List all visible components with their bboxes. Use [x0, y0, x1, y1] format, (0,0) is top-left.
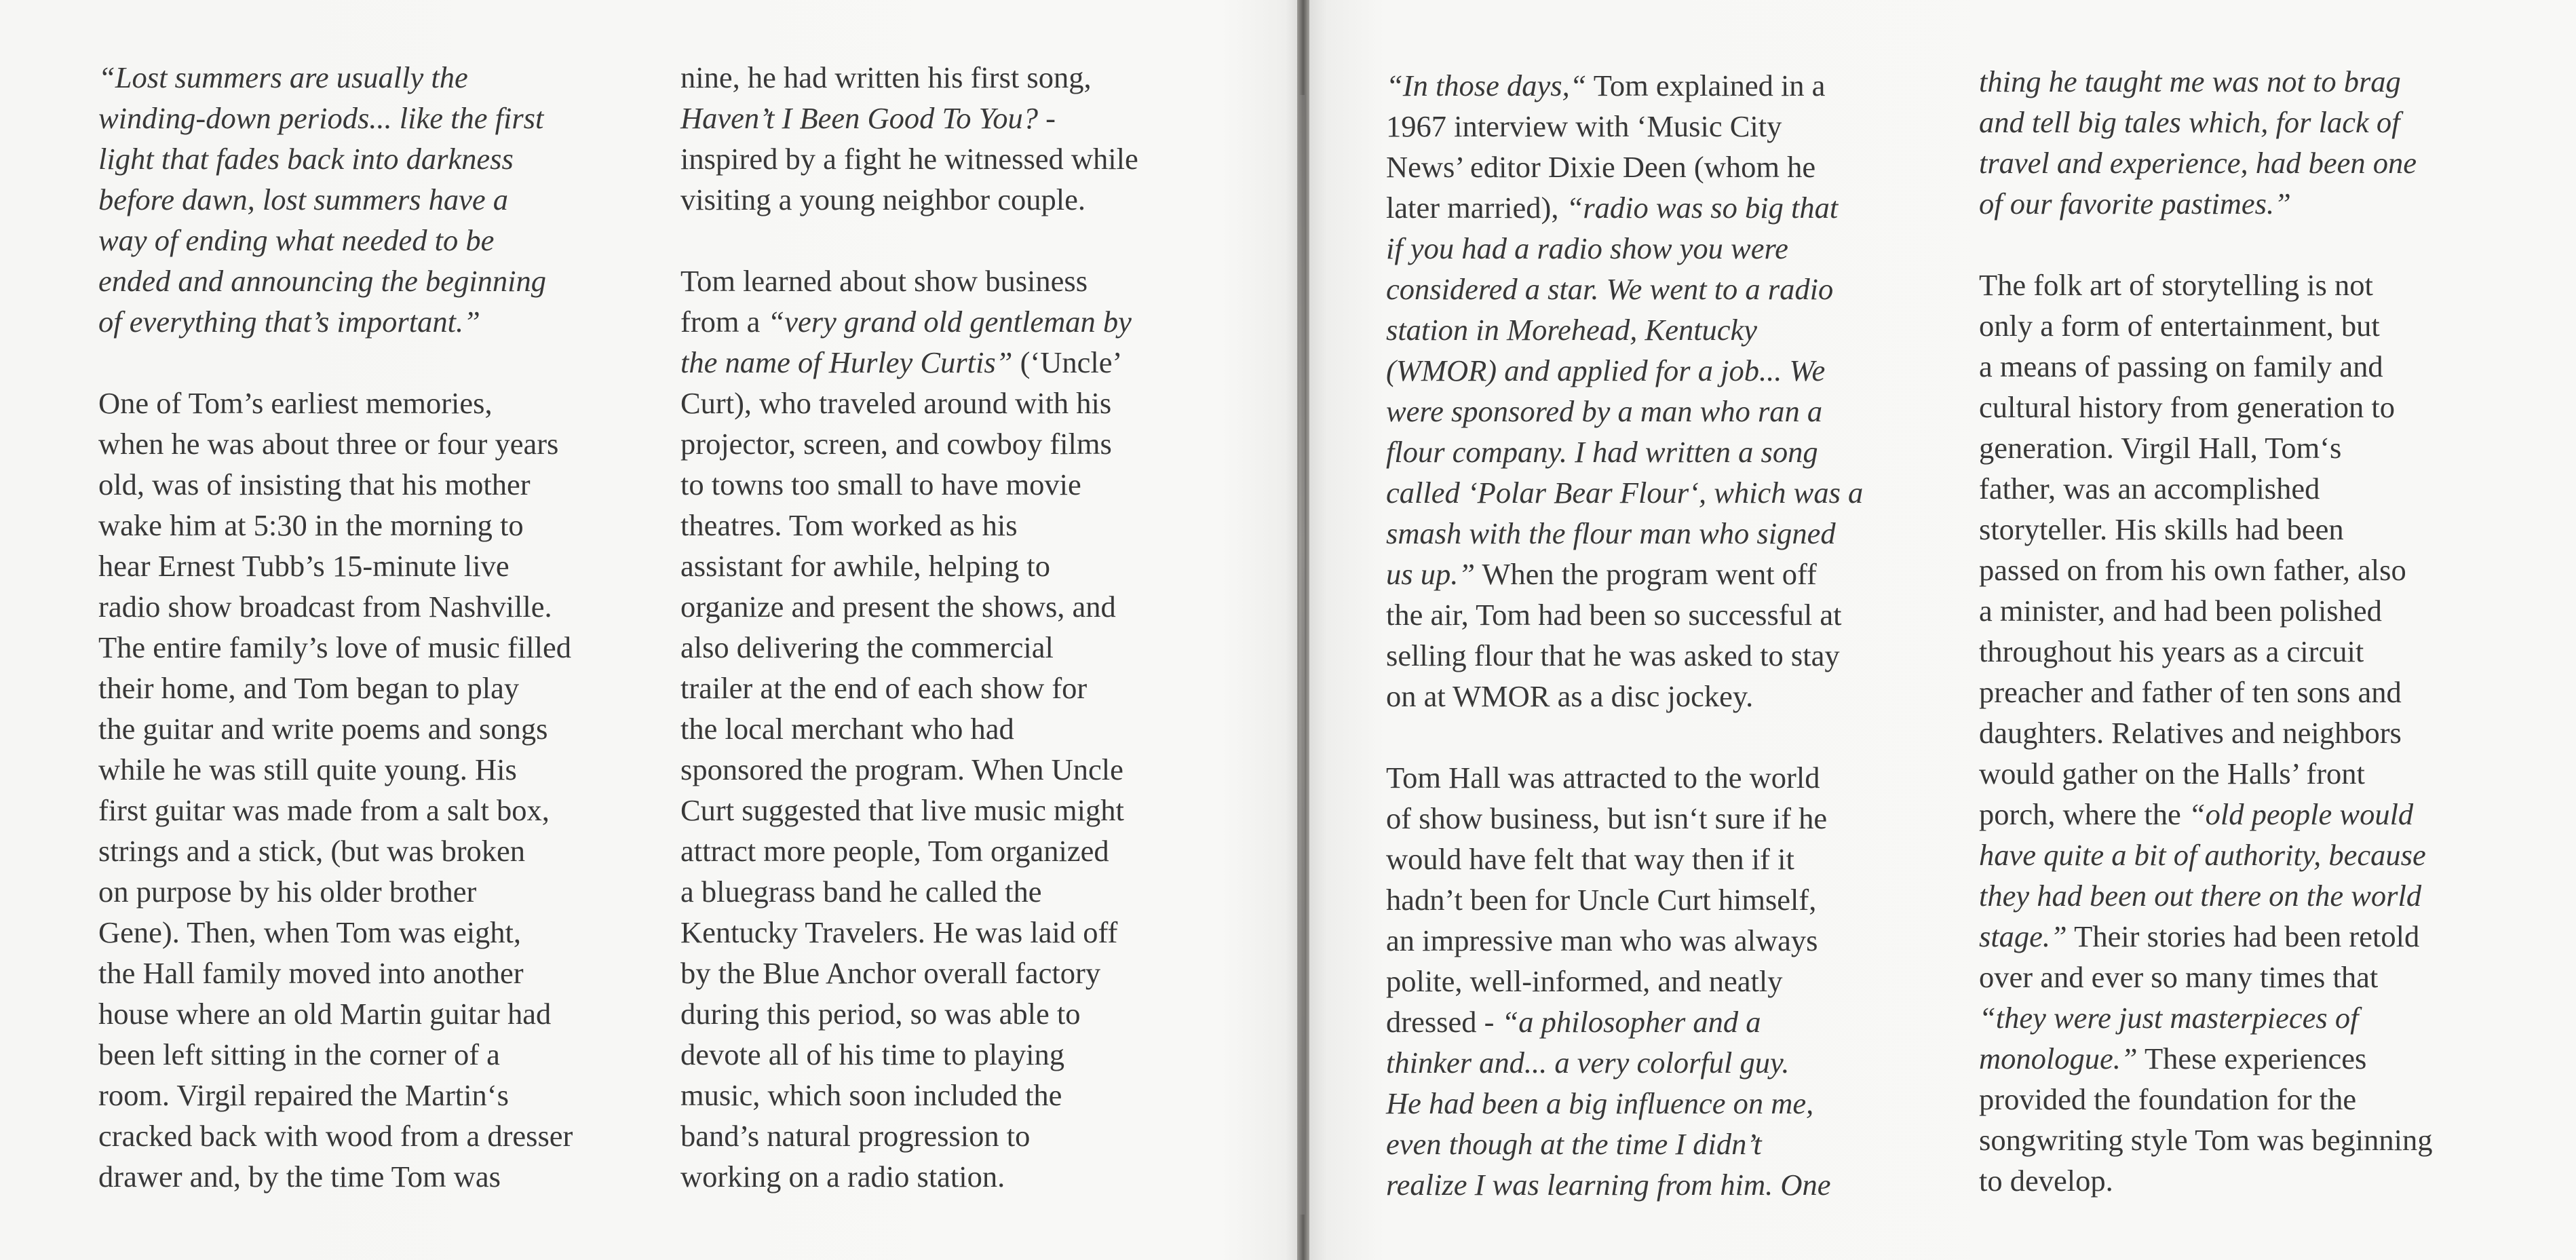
- quote-text: (WMOR) and applied for a job... We: [1386, 354, 1826, 387]
- quote-text: called ‘Polar Bear Flour‘, which was a: [1386, 476, 1864, 510]
- text-line: [1386, 676, 1863, 717]
- quote-text: before dawn, lost summers have a: [98, 183, 508, 216]
- quote-text: Haven’t I Been Good To You?: [680, 101, 1038, 135]
- text-line: [680, 912, 1138, 953]
- body-text: Tom learned about show business: [680, 264, 1088, 298]
- body-text: porch, where the: [1979, 797, 2189, 831]
- paragraph-break: [1979, 224, 2432, 265]
- quote-text: were sponsored by a man who ran a: [1386, 394, 1823, 428]
- body-text: to towns too small to have movie: [680, 467, 1081, 501]
- body-text: provided the foundation for the: [1979, 1082, 2357, 1116]
- text-line: [1979, 1160, 2432, 1201]
- text-line: [680, 138, 1138, 179]
- quote-text: us up.”: [1386, 557, 1476, 591]
- text-line: [98, 423, 573, 464]
- text-line: [1386, 961, 1863, 1001]
- spine-crease: [1299, 95, 1305, 1215]
- text-line: [680, 546, 1138, 586]
- text-line: [680, 1034, 1138, 1075]
- text-line: [98, 749, 573, 790]
- body-text: polite, well-informed, and neatly: [1386, 964, 1783, 998]
- text-line: [1979, 1079, 2432, 1120]
- quote-text: have quite a bit of authority, because: [1979, 838, 2426, 872]
- text-line: [680, 464, 1138, 505]
- body-text: wake him at 5:30 in the morning to: [98, 508, 524, 542]
- text-line: [680, 179, 1138, 220]
- text-line: [1979, 631, 2432, 672]
- body-text: would gather on the Halls’ front: [1979, 757, 2365, 790]
- body-text: songwriting style Tom was beginning: [1979, 1123, 2433, 1157]
- body-text: old, was of insisting that his mother: [98, 467, 531, 501]
- quote-text: “very grand old gentleman by: [767, 305, 1132, 339]
- paragraph-break: [1386, 717, 1863, 757]
- body-text: cracked back with wood from a dresser: [98, 1119, 573, 1153]
- text-line: [98, 98, 573, 138]
- body-text: cultural history from generation to: [1979, 390, 2395, 424]
- text-line: [98, 953, 573, 993]
- body-text: drawer and, by the time Tom was: [98, 1160, 501, 1194]
- body-text: an impressive man who was always: [1386, 923, 1818, 957]
- text-line: [1386, 513, 1863, 554]
- text-line: [680, 1115, 1138, 1156]
- body-text: Tom explained in a: [1586, 69, 1826, 102]
- text-column-left-2: [680, 57, 1138, 1197]
- quote-text: smash with the flour man who signed: [1386, 516, 1836, 550]
- body-text: a means of passing on family and: [1979, 349, 2383, 383]
- body-text: while he was still quite young. His: [98, 752, 517, 786]
- text-line: [98, 383, 573, 423]
- text-line: [680, 749, 1138, 790]
- body-text: visiting a young neighbor couple.: [680, 183, 1085, 216]
- text-line: [1386, 839, 1863, 879]
- text-line: [1979, 1120, 2432, 1160]
- body-text: Curt), who traveled around with his: [680, 386, 1112, 420]
- text-line: [98, 993, 573, 1034]
- body-text: inspired by a fight he witnessed while: [680, 142, 1138, 176]
- quote-text: “In those days,“: [1386, 69, 1587, 102]
- text-line: [1386, 1001, 1863, 1042]
- body-text: passed on from his own father, also: [1979, 553, 2406, 587]
- quote-text: light that fades back into darkness: [98, 142, 514, 176]
- text-line: [1386, 432, 1863, 472]
- text-line: [1386, 757, 1863, 798]
- text-line: [98, 831, 573, 871]
- quote-text: travel and experience, had been one: [1979, 146, 2417, 180]
- text-line: [680, 668, 1138, 708]
- text-line: [98, 627, 573, 668]
- body-text: Curt suggested that live music might: [680, 793, 1124, 827]
- body-text: dressed -: [1386, 1005, 1502, 1039]
- text-line: [1979, 875, 2432, 916]
- body-text: hear Ernest Tubb’s 15-minute live: [98, 549, 510, 583]
- quote-text: winding-down periods... like the first: [98, 101, 544, 135]
- body-text: the Hall family moved into another: [98, 956, 524, 990]
- text-line: [680, 1075, 1138, 1115]
- body-text: working on a radio station.: [680, 1160, 1005, 1194]
- body-text: organize and present the shows, and: [680, 590, 1116, 624]
- text-line: [98, 138, 573, 179]
- text-line: [98, 505, 573, 546]
- body-text: by the Blue Anchor overall factory: [680, 956, 1101, 990]
- body-text: projector, screen, and cowboy films: [680, 427, 1112, 461]
- text-line: [1979, 672, 2432, 712]
- text-line: [1386, 1083, 1863, 1124]
- body-text: been left sitting in the corner of a: [98, 1037, 500, 1071]
- body-text: -: [1037, 101, 1056, 135]
- text-line: [680, 505, 1138, 546]
- body-text: also delivering the commercial: [680, 630, 1054, 664]
- body-text: assistant for awhile, helping to: [680, 549, 1051, 583]
- text-line: [1386, 391, 1863, 432]
- body-text: later married),: [1386, 191, 1566, 225]
- body-text: would have felt that way then if it: [1386, 842, 1794, 876]
- body-text: to develop.: [1979, 1164, 2113, 1198]
- text-line: [1386, 554, 1863, 594]
- body-text: the local merchant who had: [680, 712, 1014, 746]
- quote-text: “Lost summers are usually the: [98, 60, 468, 94]
- body-text: trailer at the end of each show for: [680, 671, 1088, 705]
- text-line: [1979, 387, 2432, 427]
- text-line: [1386, 920, 1863, 961]
- text-line: [680, 98, 1138, 138]
- quote-text: thing he taught me was not to brag: [1979, 64, 2401, 98]
- text-line: [1386, 879, 1863, 920]
- quote-text: and tell big tales which, for lack of: [1979, 105, 2400, 139]
- text-line: [1386, 147, 1863, 187]
- body-text: attract more people, Tom organized: [680, 834, 1109, 868]
- quote-text: station in Morehead, Kentucky: [1386, 313, 1758, 347]
- text-line: [680, 953, 1138, 993]
- body-text: the guitar and write poems and songs: [98, 712, 548, 746]
- text-column-left-1: [98, 57, 573, 1197]
- text-line: [1386, 106, 1863, 147]
- body-text: radio show broadcast from Nashville.: [98, 590, 552, 624]
- body-text: father, was an accomplished: [1979, 472, 2320, 505]
- body-text: throughout his years as a circuit: [1979, 634, 2364, 668]
- body-text: When the program went off: [1475, 557, 1817, 591]
- text-line: [1979, 550, 2432, 590]
- text-line: [1386, 65, 1863, 106]
- text-line: [98, 1034, 573, 1075]
- text-line: [98, 220, 573, 261]
- text-line: [680, 342, 1138, 383]
- body-text: selling flour that he was asked to stay: [1386, 638, 1840, 672]
- quote-text: stage.”: [1979, 919, 2067, 953]
- body-text: Their stories had been retold: [2066, 919, 2420, 953]
- text-line: [1386, 187, 1863, 228]
- text-line: [1386, 228, 1863, 269]
- text-line: [1386, 594, 1863, 635]
- body-text: during this period, so was able to: [680, 997, 1081, 1031]
- quote-text: even though at the time I didn’t: [1386, 1127, 1762, 1161]
- quote-text: ended and announcing the beginning: [98, 264, 546, 298]
- text-line: [1386, 309, 1863, 350]
- quote-text: if you had a radio show you were: [1386, 231, 1788, 265]
- text-line: [98, 1156, 573, 1197]
- body-text: One of Tom’s earliest memories,: [98, 386, 493, 420]
- text-line: [98, 871, 573, 912]
- text-line: [1979, 835, 2432, 875]
- text-line: [680, 627, 1138, 668]
- text-line: [1979, 427, 2432, 468]
- body-text: daughters. Relatives and neighbors: [1979, 716, 2402, 750]
- quote-text: considered a star. We went to a radio: [1386, 272, 1834, 306]
- body-text: over and ever so many times that: [1979, 960, 2379, 994]
- body-text: theatres. Tom worked as his: [680, 508, 1018, 542]
- quote-text: of everything that’s important.”: [98, 305, 480, 339]
- text-line: [680, 831, 1138, 871]
- text-line: [680, 871, 1138, 912]
- body-text: from a: [680, 305, 768, 339]
- text-line: [680, 586, 1138, 627]
- text-column-right-2: [1979, 61, 2432, 1201]
- body-text: the air, Tom had been so successful at: [1386, 598, 1842, 632]
- body-text: only a form of entertainment, but: [1979, 309, 2380, 343]
- text-line: [98, 57, 573, 98]
- body-text: band’s natural progression to: [680, 1119, 1031, 1153]
- text-line: [98, 912, 573, 953]
- text-line: [98, 546, 573, 586]
- body-text: storyteller. His skills had been: [1979, 512, 2344, 546]
- body-text: first guitar was made from a salt box,: [98, 793, 550, 827]
- text-line: [98, 1075, 573, 1115]
- text-line: [1979, 61, 2432, 102]
- body-text: music, which soon included the: [680, 1078, 1062, 1112]
- quote-text: way of ending what needed to be: [98, 223, 495, 257]
- body-text: nine, he had written his first song,: [680, 60, 1092, 94]
- body-text: The entire family’s love of music filled: [98, 630, 571, 664]
- quote-text: monologue.”: [1979, 1042, 2138, 1075]
- body-text: strings and a stick, (but was broken: [98, 834, 526, 868]
- text-line: [1979, 997, 2432, 1038]
- body-text: devote all of his time to playing: [680, 1037, 1065, 1071]
- body-text: News’ editor Dixie Deen (whom he: [1386, 150, 1816, 184]
- text-line: [1979, 509, 2432, 550]
- text-line: [1386, 1042, 1863, 1083]
- text-column-right-1: [1386, 65, 1863, 1205]
- text-line: [1979, 265, 2432, 305]
- text-line: [1979, 753, 2432, 794]
- text-line: [1979, 590, 2432, 631]
- text-line: [1386, 472, 1863, 513]
- quote-text: the name of Hurley Curtis”: [680, 345, 1013, 379]
- text-line: [98, 586, 573, 627]
- quote-text: “a philosopher and a: [1501, 1005, 1761, 1039]
- quote-text: “they were just masterpieces of: [1979, 1001, 2359, 1035]
- paragraph-break: [98, 342, 573, 383]
- text-line: [680, 423, 1138, 464]
- body-text: sponsored the program. When Uncle: [680, 752, 1123, 786]
- text-line: [98, 179, 573, 220]
- body-text: Tom Hall was attracted to the world: [1386, 761, 1820, 795]
- quote-text: “old people would: [2188, 797, 2414, 831]
- body-text: on at WMOR as a disc jockey.: [1386, 679, 1754, 713]
- text-line: [680, 790, 1138, 831]
- text-line: [98, 790, 573, 831]
- body-text: house where an old Martin guitar had: [98, 997, 552, 1031]
- body-text: These experiences: [2137, 1042, 2367, 1075]
- text-line: [1979, 1038, 2432, 1079]
- text-line: [1979, 305, 2432, 346]
- text-line: [680, 708, 1138, 749]
- text-line: [98, 708, 573, 749]
- quote-text: thinker and... a very colorful guy.: [1386, 1046, 1790, 1080]
- body-text: generation. Virgil Hall, Tom‘s: [1979, 431, 2342, 465]
- text-line: [680, 993, 1138, 1034]
- text-line: [1386, 350, 1863, 391]
- text-line: [98, 301, 573, 342]
- text-line: [680, 261, 1138, 301]
- text-line: [680, 57, 1138, 98]
- body-text: when he was about three or four years: [98, 427, 559, 461]
- text-line: [98, 1115, 573, 1156]
- body-text: room. Virgil repaired the Martin‘s: [98, 1078, 509, 1112]
- body-text: a minister, and had been polished: [1979, 594, 2382, 628]
- text-line: [680, 383, 1138, 423]
- text-line: [1979, 468, 2432, 509]
- quote-text: realize I was learning from him. One: [1386, 1168, 1831, 1202]
- text-line: [1979, 957, 2432, 997]
- text-line: [1979, 142, 2432, 183]
- text-line: [1979, 346, 2432, 387]
- text-line: [1386, 1164, 1863, 1205]
- quote-text: “radio was so big that: [1566, 191, 1839, 225]
- text-line: [98, 464, 573, 505]
- paragraph-break: [680, 220, 1138, 261]
- text-line: [98, 261, 573, 301]
- body-text: Gene). Then, when Tom was eight,: [98, 915, 522, 949]
- quote-text: of our favorite pastimes.”: [1979, 187, 2291, 221]
- text-line: [1979, 712, 2432, 753]
- text-line: [98, 668, 573, 708]
- body-text: on purpose by his older brother: [98, 875, 477, 909]
- text-line: [680, 301, 1138, 342]
- body-text: Kentucky Travelers. He was laid off: [680, 915, 1118, 949]
- text-line: [1979, 102, 2432, 142]
- text-line: [1386, 798, 1863, 839]
- text-line: [1386, 269, 1863, 309]
- body-text: of show business, but isn‘t sure if he: [1386, 801, 1828, 835]
- body-text: preacher and father of ten sons and: [1979, 675, 2402, 709]
- body-text: The folk art of storytelling is not: [1979, 268, 2373, 302]
- text-line: [1386, 1124, 1863, 1164]
- text-line: [680, 1156, 1138, 1197]
- text-line: [1386, 635, 1863, 676]
- body-text: (‘Uncle’: [1012, 345, 1123, 379]
- text-line: [1979, 794, 2432, 835]
- body-text: a bluegrass band he called the: [680, 875, 1042, 909]
- text-line: [1979, 183, 2432, 224]
- body-text: hadn’t been for Uncle Curt himself,: [1386, 883, 1817, 917]
- quote-text: He had been a big influence on me,: [1386, 1086, 1814, 1120]
- body-text: 1967 interview with ‘Music City: [1386, 109, 1782, 143]
- quote-text: they had been out there on the world: [1979, 879, 2422, 913]
- body-text: their home, and Tom began to play: [98, 671, 520, 705]
- quote-text: flour company. I had written a song: [1386, 435, 1818, 469]
- text-line: [1979, 916, 2432, 957]
